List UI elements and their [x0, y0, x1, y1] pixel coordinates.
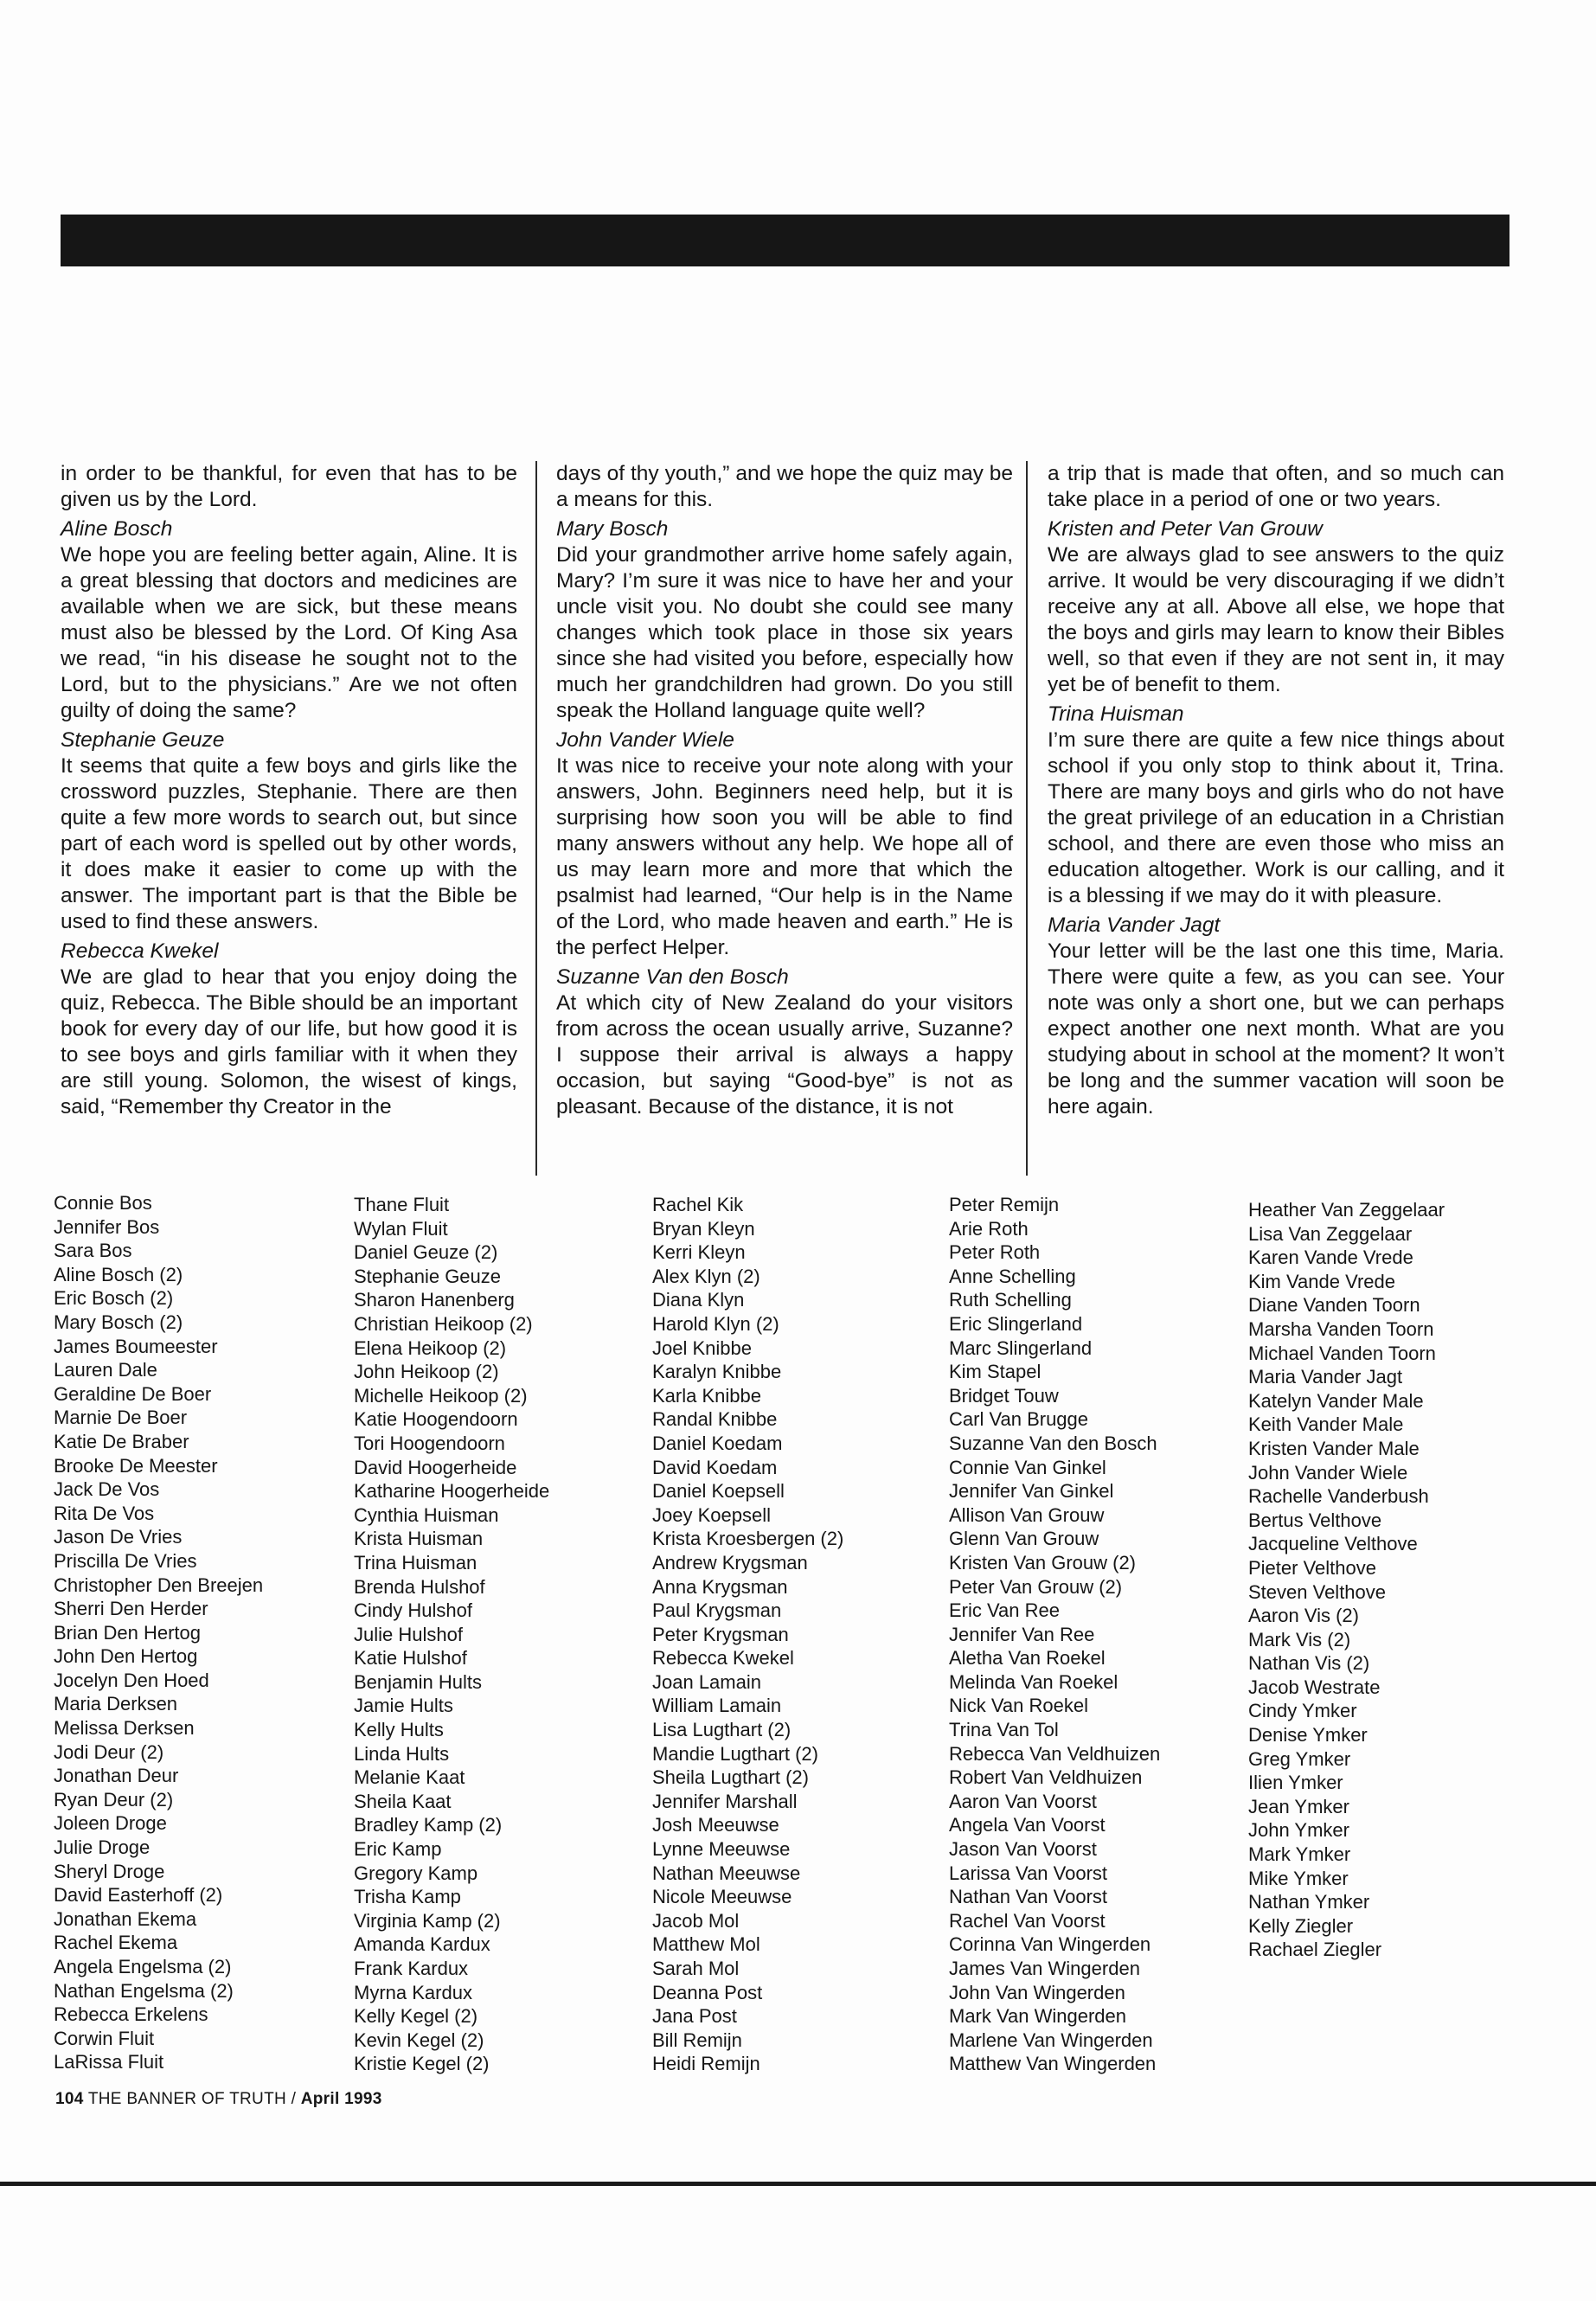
letter-reply: days of thy youth,” and we hope the quiz may be a means for this.	[556, 462, 1013, 511]
contributor-name: Trisha Kamp	[354, 1886, 461, 1908]
contributor-name: Lauren Dale	[54, 1359, 157, 1381]
letter-reply: At which city of New Zealand do your visitors from across the ocean usually arrive, Suzanne? I suppose their arrival is always a happy occasion, but saying “Good-bye” is not as pleasant. Because of the distance, it is not	[556, 991, 1013, 1118]
contributor-name: Marc Slingerland	[949, 1336, 1093, 1359]
column-divider	[535, 461, 537, 1176]
contributor-name: Daniel Koepsell	[652, 1480, 785, 1503]
names-column-1	[54, 1191, 263, 2074]
contributor-name: Suzanne Van den Bosch	[949, 1432, 1157, 1454]
contributor-name: Joleen Droge	[54, 1812, 167, 1835]
contributor-name: Benjamin Hults	[354, 1670, 482, 1693]
page-number: 104	[55, 2090, 84, 2108]
contributor-name: Pieter Velthove	[1248, 1556, 1376, 1579]
letters-column-3	[1048, 461, 1504, 1124]
contributor-name: Julie Hulshof	[354, 1623, 463, 1645]
contributor-name: David Koedam	[652, 1456, 778, 1478]
contributor-name: Larissa Van Voorst	[949, 1862, 1108, 1884]
letter-reply: Did your grandmother arrive home safely again, Mary? I’m sure it was nice to have her and your uncle visit you. No doubt she could see many changes which took place in those six years since she had visited you before, especially how much her grandchildren had grown. Do you still speak the Holland language quite well?	[556, 543, 1013, 722]
contributor-name: Katie Hulshof	[354, 1647, 467, 1670]
contributor-name: David Hoogerheide	[354, 1456, 517, 1478]
contributor-name: Mary Bosch (2)	[54, 1311, 183, 1333]
contributor-name: Jennifer Van Ginkel	[949, 1480, 1114, 1503]
page-footer	[55, 2090, 382, 2109]
contributor-name: Jennifer Marshall	[652, 1790, 798, 1812]
contributor-name: Connie Van Ginkel	[949, 1456, 1106, 1478]
contributor-name: Aaron Van Voorst	[949, 1790, 1097, 1812]
letter-recipient: Trina Huisman	[1048, 702, 1184, 726]
contributor-name: Brenda Hulshof	[354, 1575, 485, 1598]
contributor-name: Jason Van Voorst	[949, 1838, 1097, 1861]
contributor-name: Bradley Kamp (2)	[354, 1814, 503, 1836]
contributor-name: Sharon Hanenberg	[354, 1289, 515, 1311]
contributor-name: Elena Heikoop (2)	[354, 1336, 507, 1359]
contributor-name: Sarah Mol	[652, 1958, 740, 1979]
contributor-name: Peter Roth	[949, 1241, 1041, 1264]
contributor-name: Connie Bos	[54, 1192, 152, 1214]
contributor-name: Krista Huisman	[354, 1528, 484, 1550]
contributor-name: Jean Ymker	[1248, 1795, 1349, 1817]
contributor-name: Sherri Den Herder	[54, 1598, 208, 1620]
contributor-name: Marnie De Boer	[54, 1407, 188, 1429]
contributor-name: Priscilla De Vries	[54, 1549, 197, 1572]
contributor-name: Michelle Heikoop (2)	[354, 1384, 528, 1407]
contributor-name: Jocelyn Den Hoed	[54, 1669, 209, 1691]
contributor-name: Virginia Kamp (2)	[354, 1909, 501, 1932]
contributor-name: Daniel Koedam	[652, 1432, 783, 1454]
contributor-name: Steven Velthove	[1248, 1580, 1387, 1603]
contributor-name: John Vander Wiele	[1248, 1461, 1408, 1484]
contributor-name: John Den Hertog	[54, 1645, 198, 1668]
contributor-name: Rebecca Kwekel	[652, 1647, 794, 1670]
contributor-name: Trina Huisman	[354, 1551, 478, 1574]
contributor-name: Bertus Velthove	[1248, 1509, 1382, 1531]
contributor-name: Katharine Hoogerheide	[354, 1480, 550, 1503]
contributor-name: Glenn Van Grouw	[949, 1528, 1099, 1550]
contributor-name: Sheila Kaat	[354, 1790, 452, 1812]
contributor-name: Jennifer Van Ree	[949, 1623, 1095, 1645]
contributor-name: Melissa Derksen	[54, 1717, 195, 1740]
contributor-name: Jodi Deur (2)	[54, 1740, 164, 1763]
contributor-name: Rebecca Erkelens	[54, 2003, 208, 2026]
contributor-name: Michael Vanden Toorn	[1248, 1342, 1436, 1364]
letter-reply: We are always glad to see answers to the quiz arrive. It would be very discouraging if we didn’t receive any at all. Above all else, we hope that the boys and girls may learn to know their Bibles well, so that even if they are not sent in, it may yet be of benefit to them.	[1048, 543, 1504, 696]
contributor-name: Marlene Van Wingerden	[949, 2029, 1153, 2051]
contributor-name: Kevin Kegel (2)	[354, 2029, 484, 2051]
contributor-name: Frank Kardux	[354, 1958, 469, 1979]
letter-reply: I’m sure there are quite a few nice things about school if you only stop to think about it, Trina. There are many boys and girls who do not have the great privilege of an education in a Christian school, and there are even those who miss an education altogether. Work is our calling, and it is a blessing if we may do it with pleasure.	[1048, 728, 1504, 907]
letters-section	[61, 461, 1509, 1179]
contributor-name: Brian Den Hertog	[54, 1621, 201, 1644]
contributor-name: Cindy Hulshof	[354, 1599, 472, 1622]
contributor-name: Aletha Van Roekel	[949, 1647, 1106, 1670]
contributor-name: James Boumeester	[54, 1335, 218, 1357]
letter-recipient: Mary Bosch	[556, 517, 669, 541]
letter-reply: Your letter will be the last one this time, Maria. There were quite a few, as you can see. Your note was only a short one, but we can perhaps expect another one next month. What are you studying about in school at the moment? It won’t be long and the summer vacation will soon be here again.	[1048, 939, 1504, 1118]
contributor-name: Carl Van Brugge	[949, 1408, 1089, 1431]
contributor-name: Maria Derksen	[54, 1693, 178, 1715]
letter-reply: It seems that quite a few boys and girls like the crossword puzzles, Stephanie. There are then quite a few more words to search out, but since part of each word is spelled out by other words, it does make it easier to come up with the answer. The important part is that the Bible be used to find these answers.	[61, 754, 517, 933]
contributor-name: Katelyn Vander Male	[1248, 1389, 1424, 1412]
contributor-name: Denise Ymker	[1248, 1724, 1368, 1747]
contributor-name: Stephanie Geuze	[354, 1265, 502, 1287]
contributor-name: Aline Bosch (2)	[54, 1263, 183, 1285]
contributor-name: Melanie Kaat	[354, 1766, 465, 1789]
letter-recipient: Kristen and Peter Van Grouw	[1048, 517, 1323, 541]
column-divider	[1026, 461, 1028, 1176]
contributor-name: Sara Bos	[54, 1240, 132, 1262]
contributor-name: Ryan Deur (2)	[54, 1788, 174, 1811]
contributor-name: Trina Van Tol	[949, 1719, 1059, 1741]
contributor-name: Rebecca Van Veldhuizen	[949, 1742, 1161, 1765]
contributor-name: Linda Hults	[354, 1742, 450, 1765]
contributor-name: Lisa Van Zeggelaar	[1248, 1222, 1413, 1245]
contributor-name: Lisa Lugthart (2)	[652, 1719, 792, 1741]
contributor-name: Heather Van Zeggelaar	[1248, 1199, 1445, 1221]
contributor-name: Kristie Kegel (2)	[354, 2053, 490, 2075]
contributor-name: Lynne Meeuwse	[652, 1838, 791, 1861]
contributor-name: Mark Van Wingerden	[949, 2005, 1127, 2028]
contributor-name: Mike Ymker	[1248, 1867, 1349, 1889]
contributor-name: Keith Vander Male	[1248, 1413, 1404, 1436]
contributor-name: Karen Vande Vrede	[1248, 1247, 1413, 1269]
letter-recipient: Maria Vander Jagt	[1048, 913, 1221, 937]
names-column-4	[949, 1193, 1160, 2076]
contributor-name: Maria Vander Jagt	[1248, 1366, 1403, 1388]
contributor-name: Christian Heikoop (2)	[354, 1312, 533, 1335]
contributor-name: Corinna Van Wingerden	[949, 1933, 1151, 1956]
contributor-name: Nathan Engelsma (2)	[54, 1979, 234, 2002]
contributor-name: Rachel Van Voorst	[949, 1909, 1106, 1932]
contributor-name: Arie Roth	[949, 1217, 1029, 1240]
contributor-name: Alex Klyn (2)	[652, 1265, 760, 1287]
contributor-name: Joey Koepsell	[652, 1503, 771, 1526]
contributor-name: Tori Hoogendoorn	[354, 1432, 505, 1454]
contributor-name: Geraldine De Boer	[54, 1382, 212, 1405]
contributor-name: Eric Slingerland	[949, 1312, 1083, 1335]
contributor-name: Kelly Hults	[354, 1719, 444, 1741]
contributor-name: Bryan Kleyn	[652, 1217, 755, 1240]
contributor-name: Christopher Den Breejen	[54, 1574, 264, 1596]
letters-column-2	[556, 461, 1013, 1124]
contributor-name: Wylan Fluit	[354, 1217, 448, 1240]
letter-recipient: Stephanie Geuze	[61, 728, 225, 752]
contributor-name: Thane Fluit	[354, 1194, 450, 1215]
contributor-name: Jack De Vos	[54, 1478, 160, 1501]
contributor-name: Nick Van Roekel	[949, 1695, 1088, 1717]
contributor-name: Anna Krygsman	[652, 1575, 788, 1598]
contributor-name: Deanna Post	[652, 1981, 763, 2003]
contributor-name: Jacob Westrate	[1248, 1676, 1381, 1698]
contributor-name: Randal Knibbe	[652, 1408, 778, 1431]
contributor-name: Diane Vanden Toorn	[1248, 1294, 1420, 1317]
contributor-name: Jennifer Bos	[54, 1215, 160, 1238]
letters-column-1	[61, 461, 517, 1124]
contributor-name: William Lamain	[652, 1695, 782, 1717]
contributor-name: Katie Hoogendoorn	[354, 1408, 518, 1431]
contributor-name: Jonathan Ekema	[54, 1907, 197, 1930]
contributor-name: Kristen Vander Male	[1248, 1437, 1420, 1459]
letter-reply: It was nice to receive your note along with your answers, John. Beginners need help, but it is surprising how soon you will be able to find many answers without any help. We hope all of us may learn more and more that which the psalmist had learned, “Our help is in the Name of the Lord, who made heaven and earth.” He is the perfect Helper.	[556, 754, 1013, 959]
letter-reply: in order to be thankful, for even that has to be given us by the Lord.	[61, 462, 517, 511]
names-column-5	[1248, 1198, 1445, 1962]
contributor-name: Joel Knibbe	[652, 1336, 752, 1359]
contributor-name: Kim Stapel	[949, 1361, 1042, 1383]
contributor-name: Karalyn Knibbe	[652, 1361, 782, 1383]
contributor-name: Jacob Mol	[652, 1909, 740, 1932]
contributor-name: Corwin Fluit	[54, 2027, 155, 2049]
contributor-name: Kim Vande Vrede	[1248, 1270, 1395, 1292]
contributor-name: Gregory Kamp	[354, 1862, 478, 1884]
contributor-name: David Easterhoff (2)	[54, 1884, 223, 1907]
contributor-name: Kerri Kleyn	[652, 1241, 746, 1264]
contributor-name: Mandie Lugthart (2)	[652, 1742, 818, 1765]
contributor-name: Greg Ymker	[1248, 1747, 1351, 1770]
letter-reply: We are glad to hear that you enjoy doing the quiz, Rebecca. The Bible should be an important book for every day of our life, but how good it is to see boys and girls familiar with it when they are still young. Solomon, the wisest of kings, said, “Remember thy Creator in the	[61, 965, 517, 1118]
contributor-name: Josh Meeuwse	[652, 1814, 779, 1836]
contributor-name: Heidi Remijn	[652, 2053, 760, 2075]
names-column-2	[354, 1193, 549, 2076]
contributor-name: Nathan Vis (2)	[1248, 1652, 1370, 1675]
contributor-name: Katie De Braber	[54, 1430, 189, 1452]
contributor-name: Sheila Lugthart (2)	[652, 1766, 809, 1789]
contributor-name: Daniel Geuze (2)	[354, 1241, 498, 1264]
contributor-name: Rachel Kik	[652, 1194, 744, 1215]
contributor-name: Amanda Kardux	[354, 1933, 490, 1956]
contributor-name: Allison Van Grouw	[949, 1503, 1105, 1526]
contributor-name: Melinda Van Roekel	[949, 1670, 1118, 1693]
contributor-name: Diana Klyn	[652, 1289, 745, 1311]
contributor-name: Karla Knibbe	[652, 1384, 761, 1407]
contributor-name: Aaron Vis (2)	[1248, 1605, 1359, 1627]
contributor-name: Nicole Meeuwse	[652, 1886, 792, 1908]
contributor-name: Eric Kamp	[354, 1838, 442, 1861]
contributor-name: Mark Vis (2)	[1248, 1628, 1351, 1650]
contributor-name: John Ymker	[1248, 1819, 1349, 1842]
contributor-name: Jamie Hults	[354, 1695, 453, 1717]
contributor-name: Rachel Ekema	[54, 1932, 178, 1954]
contributor-name: Peter Krygsman	[652, 1623, 789, 1645]
contributor-name: Jonathan Deur	[54, 1765, 179, 1787]
contributor-name: Peter Remijn	[949, 1194, 1060, 1215]
letter-reply: We hope you are feeling better again, Aline. It is a great blessing that doctors and medicines are available when we are sick, but these means must also be blessed by the Lord. Of King Asa we read, “in his disease he sought not to the Lord, but to the physicians.” Are we not often guilty of doing the same?	[61, 543, 517, 722]
contributor-name: LaRissa Fluit	[54, 2051, 164, 2073]
contributor-name: Cindy Ymker	[1248, 1700, 1357, 1722]
contributor-name: John Van Wingerden	[949, 1981, 1125, 2003]
contributor-name: Angela Engelsma (2)	[54, 1956, 232, 1977]
contributor-name: Bill Remijn	[652, 2029, 742, 2051]
letter-recipient: John Vander Wiele	[556, 728, 734, 752]
contributor-name: Eric Van Ree	[949, 1599, 1060, 1622]
contributor-name: Julie Droge	[54, 1836, 151, 1859]
contributor-name: Kelly Ziegler	[1248, 1914, 1354, 1937]
names-column-3	[652, 1193, 843, 2076]
contributor-name: Eric Bosch (2)	[54, 1287, 174, 1310]
contributor-name: Kelly Kegel (2)	[354, 2005, 478, 2028]
contributor-name: Jana Post	[652, 2005, 737, 2028]
contributor-name: Jason De Vries	[54, 1526, 183, 1548]
letter-recipient: Suzanne Van den Bosch	[556, 965, 789, 989]
contributor-name: Robert Van Veldhuizen	[949, 1766, 1143, 1789]
contributor-name: Ruth Schelling	[949, 1289, 1072, 1311]
contributor-name: Rita De Vos	[54, 1502, 155, 1524]
contributor-name: Paul Krygsman	[652, 1599, 782, 1622]
issue-date: April 1993	[300, 2090, 382, 2108]
contributor-name: Rachael Ziegler	[1248, 1939, 1382, 1961]
contributor-name: Cynthia Huisman	[354, 1503, 499, 1526]
contributor-name: Mark Ymker	[1248, 1843, 1351, 1866]
contributor-name: James Van Wingerden	[949, 1958, 1140, 1979]
contributor-name: Matthew Mol	[652, 1933, 760, 1956]
contributor-name: Joan Lamain	[652, 1670, 761, 1693]
contributor-name: Matthew Van Wingerden	[949, 2053, 1157, 2075]
contributor-name: Bridget Touw	[949, 1384, 1059, 1407]
contributor-name: Jacqueline Velthove	[1248, 1533, 1418, 1555]
contributor-name: Nathan Van Voorst	[949, 1886, 1108, 1908]
contributor-name: Angela Van Voorst	[949, 1814, 1106, 1836]
contributor-name: Andrew Krygsman	[652, 1551, 808, 1574]
contributor-name: Nathan Ymker	[1248, 1891, 1370, 1913]
contributor-name: Marsha Vanden Toorn	[1248, 1317, 1434, 1340]
contributor-name: Anne Schelling	[949, 1265, 1076, 1287]
letter-reply: a trip that is made that often, and so much can take place in a period of one or two years.	[1048, 462, 1504, 511]
contributor-name: Peter Van Grouw (2)	[949, 1575, 1123, 1598]
publication-name: THE BANNER OF TRUTH /	[87, 2090, 297, 2108]
bottom-rule	[0, 2182, 1596, 2186]
contributor-name: Rachelle Vanderbush	[1248, 1485, 1429, 1508]
contributor-name: Krista Kroesbergen (2)	[652, 1528, 844, 1550]
contributor-name: John Heikoop (2)	[354, 1361, 499, 1383]
contributor-name: Harold Klyn (2)	[652, 1312, 779, 1335]
contributor-name: Nathan Meeuwse	[652, 1862, 801, 1884]
contributor-name: Brooke De Meester	[54, 1454, 218, 1477]
contributor-name: Sheryl Droge	[54, 1860, 165, 1882]
header-bar	[61, 215, 1509, 266]
contributor-name: Ilien Ymker	[1248, 1772, 1343, 1794]
letter-recipient: Aline Bosch	[61, 517, 173, 541]
letter-recipient: Rebecca Kwekel	[61, 939, 219, 963]
contributor-name: Myrna Kardux	[354, 1981, 472, 2003]
contributor-name: Kristen Van Grouw (2)	[949, 1551, 1137, 1574]
